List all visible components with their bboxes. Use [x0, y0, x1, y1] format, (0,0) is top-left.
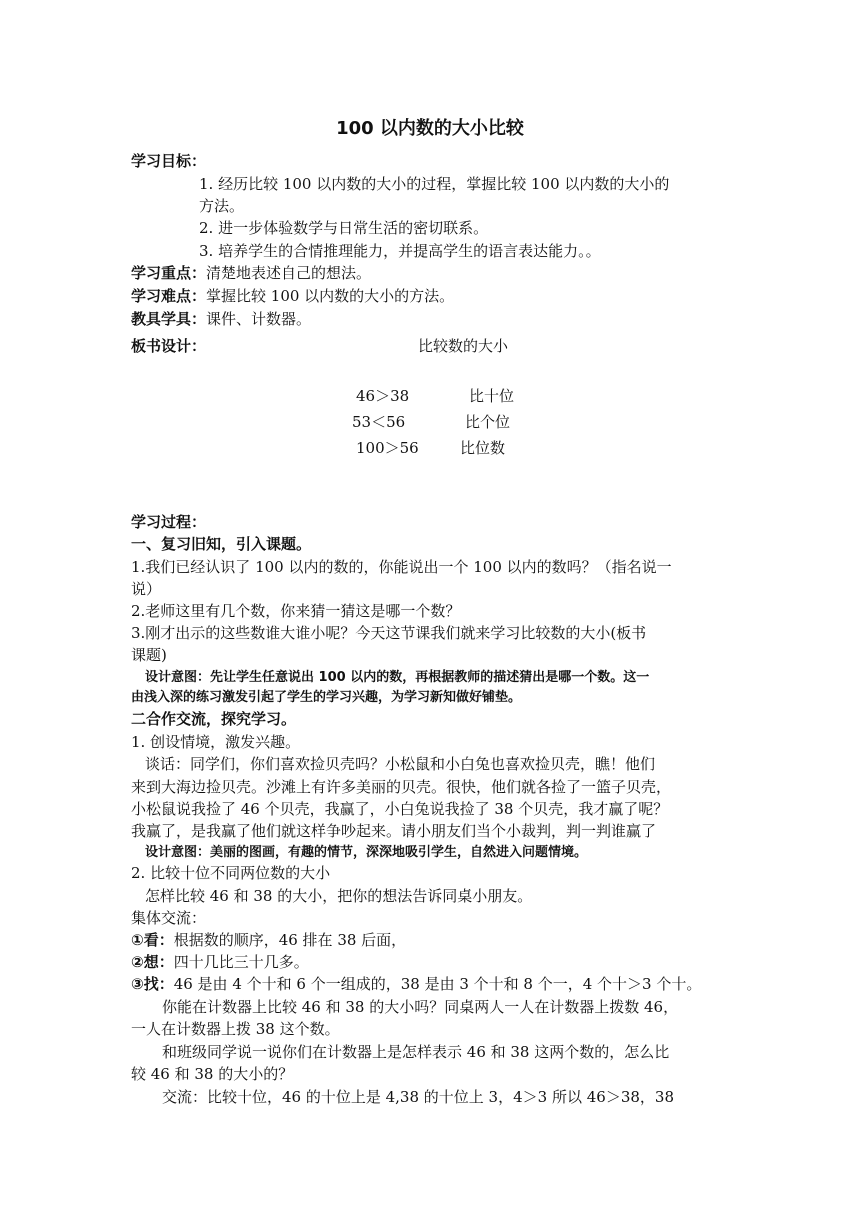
section-heading: 一、复习旧知，引入课题。: [131, 535, 312, 553]
board-expr: 53＜56: [352, 413, 406, 431]
design-intent: 设计意图：美丽的图画，有趣的情节，深深地吸引学生，自然进入问题情境。: [145, 845, 588, 860]
paragraph-line: 说）: [131, 580, 162, 598]
tools-row: [131, 308, 311, 330]
board-note: 比十位: [469, 387, 515, 405]
step-row: [131, 929, 406, 951]
paragraph-line: 来到大海边捡贝壳。沙滩上有许多美丽的贝壳。很快，他们就各捡了一篮子贝壳，: [131, 778, 672, 796]
goal-line: 方法。: [199, 197, 245, 215]
step-text: 四十几比三十几多。: [173, 953, 309, 971]
paragraph-line: 一人在计数器上拨 38 这个数。: [131, 1020, 340, 1038]
paragraph-line: 1.我们已经认识了 100 以内的数的，你能说出一个 100 以内的数吗？（指名说一: [131, 558, 672, 576]
focus-label: 学习重点：: [131, 264, 207, 282]
difficulty-row: [131, 285, 454, 307]
paragraph-line: 交流：比较十位，46 的十位上是 4,38 的十位上 3，4＞3 所以 46＞38，38: [162, 1088, 674, 1106]
paragraph-line: 和班级同学说一说你们在计数器上是怎样表示 46 和 38 这两个数的，怎么比: [162, 1043, 670, 1061]
step-text: 46 是由 4 个十和 6 个一组成的，38 是由 3 个十和 8 个一，4 个十＞3 个十。: [173, 975, 702, 993]
board-title: 比较数的大小: [418, 337, 509, 355]
board-expr: 100＞56: [356, 439, 419, 457]
step-label: ③找：: [131, 975, 174, 993]
paragraph-line: 怎样比较 46 和 38 的大小，把你的想法告诉同桌小朋友。: [145, 887, 533, 905]
paragraph-line: 小松鼠说我捡了 46 个贝壳，我赢了，小白兔说我捡了 38 个贝壳，我才赢了呢？: [131, 800, 669, 818]
goal-line: 3. 培养学生的合情推理能力，并提高学生的语言表达能力。。: [199, 242, 601, 260]
design-intent: 设计意图：先让学生任意说出 100 以内的数，再根据教师的描述猜出是哪一个数。这一: [145, 670, 650, 685]
section-heading: 二合作交流，探究学习。: [131, 710, 297, 728]
paragraph-line: 我赢了，是我赢了他们就这样争吵起来。请小朋友们当个小裁判，判一判谁赢了: [131, 822, 657, 840]
goal-line: 2. 进一步体验数学与日常生活的密切联系。: [199, 219, 489, 237]
board-note: 比位数: [460, 439, 506, 457]
goal-line: 1. 经历比较 100 以内数的大小的过程，掌握比较 100 以内数的大小的: [199, 175, 670, 193]
focus-row: [131, 262, 371, 284]
design-intent: 由浅入深的练习激发引起了学生的学习兴趣，为学习新知做好铺垫。: [131, 690, 522, 705]
item-heading: 1. 创设情境，激发兴趣。: [131, 733, 301, 751]
paragraph-line: 较 46 和 38 的大小的？: [131, 1065, 294, 1083]
focus-text: 清楚地表述自己的想法。: [206, 264, 372, 282]
page-title: 100 以内数的大小比较: [336, 118, 524, 139]
step-text: 根据数的顺序，46 排在 38 后面，: [173, 931, 407, 949]
step-row: [131, 951, 309, 973]
difficulty-label: 学习难点：: [131, 287, 207, 305]
paragraph-line: 3.刚才出示的这些数谁大谁小呢？今天这节课我们就来学习比较数的大小(板书: [131, 624, 647, 642]
board-label: 板书设计：: [131, 337, 207, 355]
board-expr: 46＞38: [356, 387, 410, 405]
collective-label: 集体交流：: [131, 909, 207, 927]
process-label: 学习过程：: [131, 513, 207, 531]
item-heading: 2. 比较十位不同两位数的大小: [131, 864, 331, 882]
step-label: ②想：: [131, 953, 174, 971]
difficulty-text: 掌握比较 100 以内数的大小的方法。: [206, 287, 455, 305]
tools-text: 课件、计数器。: [206, 310, 312, 328]
paragraph-line: 2.老师这里有几个数，你来猜一猜这是哪一个数？: [131, 602, 461, 620]
paragraph-line: 谈话：同学们，你们喜欢捡贝壳吗？小松鼠和小白兔也喜欢捡贝壳，瞧！他们: [145, 755, 656, 773]
step-label: ①看：: [131, 931, 174, 949]
paragraph-line: 课题): [131, 646, 167, 664]
board-note: 比个位: [465, 413, 511, 431]
goals-label: 学习目标：: [131, 152, 207, 170]
step-row: [131, 973, 701, 995]
tools-label: 教具学具：: [131, 310, 207, 328]
paragraph-line: 你能在计数器上比较 46 和 38 的大小吗？同桌两人一人在计数器上拨数 46，: [162, 998, 679, 1016]
